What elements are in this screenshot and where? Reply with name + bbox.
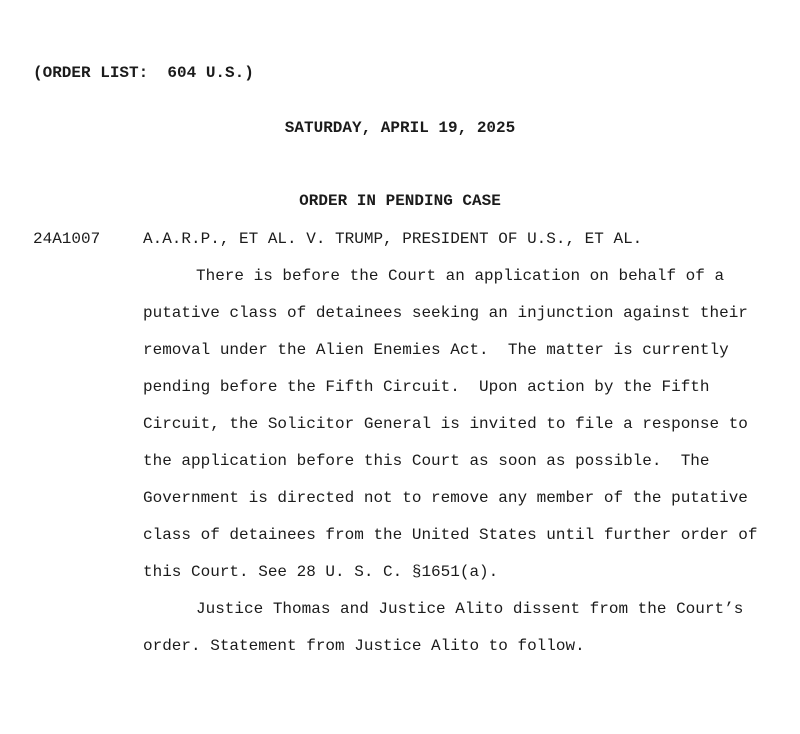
order-body-text xyxy=(143,258,758,665)
document-date: SATURDAY, APRIL 19, 2025 xyxy=(284,119,516,137)
section-title: ORDER IN PENDING CASE xyxy=(299,192,501,210)
body-line: Circuit, the Solicitor General is invited to file a response to xyxy=(143,415,748,433)
body-line: Justice Thomas and Justice Alito dissent from the Court’s xyxy=(196,600,744,618)
body-line: removal under the Alien Enemies Act. The matter is currently xyxy=(143,341,729,359)
docket-number: 24A1007 xyxy=(33,230,101,248)
case-row xyxy=(33,230,642,248)
body-line: this Court. See 28 U. S. C. §1651(a). xyxy=(143,563,499,581)
body-line: the application before this Court as soon as possible. The xyxy=(143,452,710,470)
body-line: Government is directed not to remove any member of the putative xyxy=(143,489,748,507)
body-line: order. Statement from Justice Alito to follow. xyxy=(143,637,585,655)
body-line: class of detainees from the United States until further order of xyxy=(143,526,758,544)
case-title: A.A.R.P., ET AL. V. TRUMP, PRESIDENT OF U.S., ET AL. xyxy=(143,230,643,248)
body-line: putative class of detainees seeking an injunction against their xyxy=(143,304,748,322)
order-list-label: (ORDER LIST: 604 U.S.) xyxy=(33,64,254,82)
body-line: pending before the Fifth Circuit. Upon action by the Fifth xyxy=(143,378,710,396)
body-line: There is before the Court an application on behalf of a xyxy=(196,267,725,285)
